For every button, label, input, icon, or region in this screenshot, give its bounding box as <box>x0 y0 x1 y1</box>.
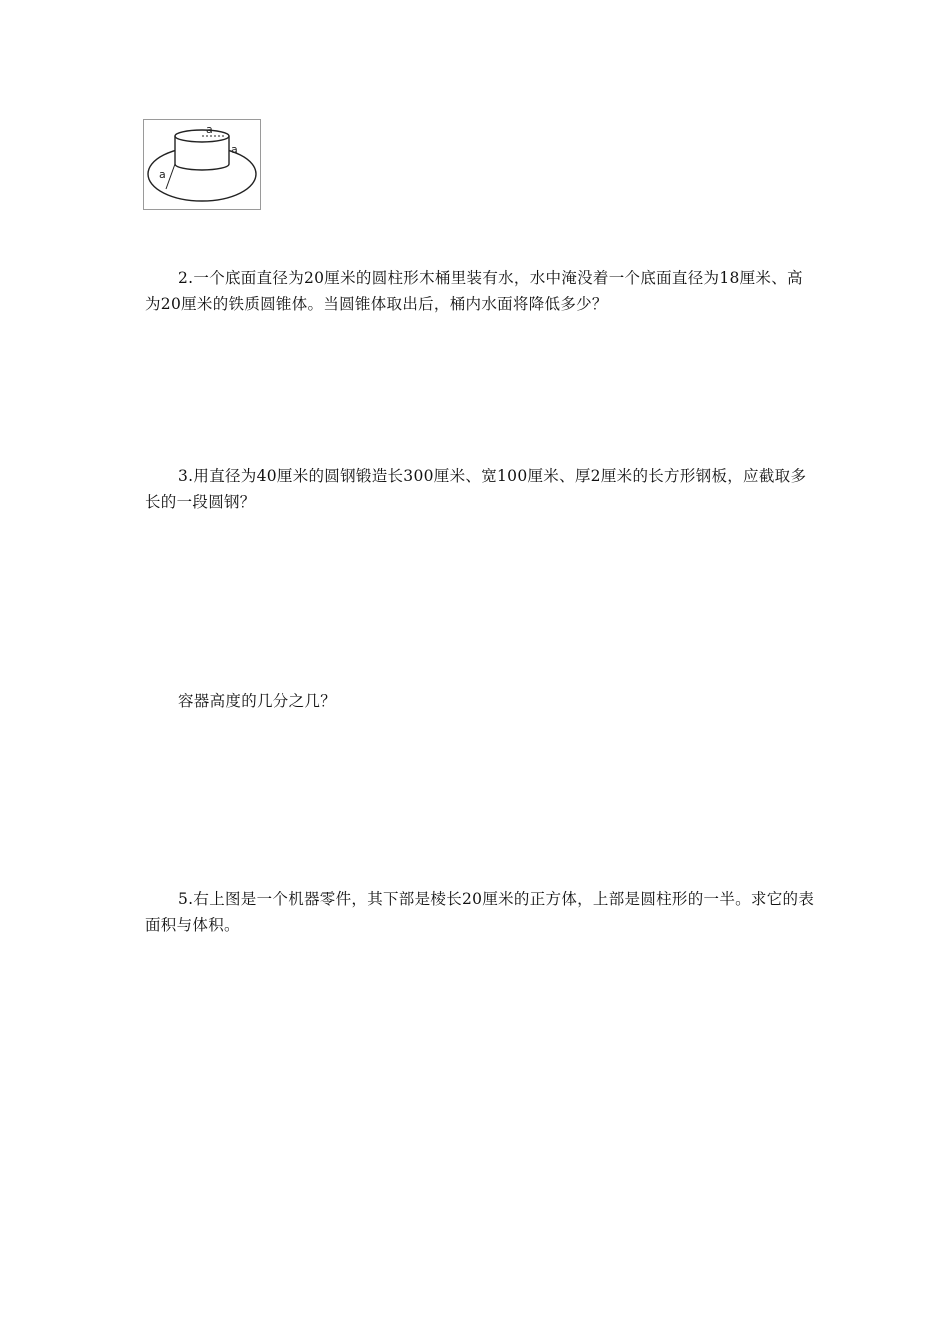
ring-width-line <box>166 164 175 189</box>
label-top-a: a <box>206 123 213 136</box>
cylinder-on-disc-figure <box>143 119 261 210</box>
question-2: 2.一个底面直径为20厘米的圆柱形木桶里装有水，水中淹没着一个底面直径为18厘米、高为20厘米的铁质圆锥体。当圆锥体取出后，桶内水面将降低多少？ <box>145 269 803 313</box>
geometry-diagram <box>144 120 260 209</box>
label-ring-a: a <box>159 168 166 181</box>
question-4-fragment: 容器高度的几分之几？ <box>178 692 337 710</box>
question-3: 3.用直径为40厘米的圆钢锻造长300厘米、宽100厘米、厚2厘米的长方形钢板，应截取多长的一段圆钢？ <box>145 467 807 511</box>
label-height-a: a <box>231 143 238 156</box>
question-5: 5.右上图是一个机器零件，其下部是棱长20厘米的正方体，上部是圆柱形的一半。求它的表面积与体积。 <box>145 890 815 934</box>
